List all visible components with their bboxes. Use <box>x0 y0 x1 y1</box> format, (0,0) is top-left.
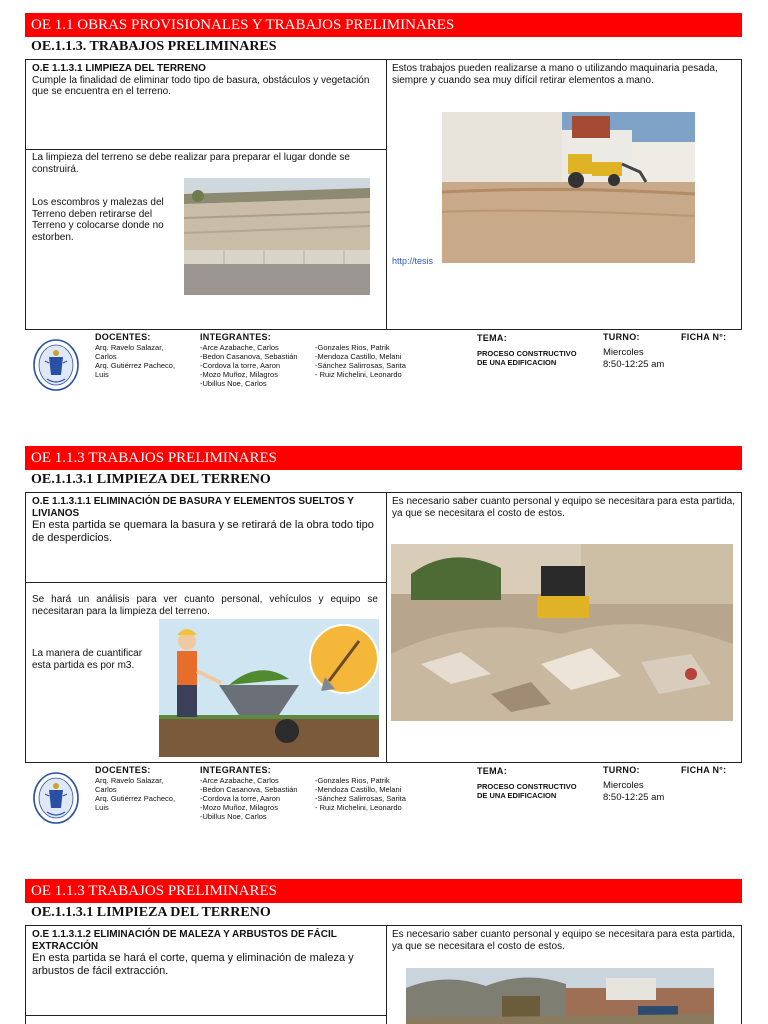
integrante-line: -Ubillus Noe, Carlos <box>200 379 267 388</box>
integrante-line: -Mendoza Castillo, Melani <box>315 352 402 361</box>
integrante-line: -Ubillus Noe, Carlos <box>200 812 267 821</box>
integrante-line: -Bedon Casanova, Sebastián <box>200 785 298 794</box>
footer-info <box>25 331 742 401</box>
tema-line: PROCESO CONSTRUCTIVO <box>477 349 577 358</box>
content-frame <box>25 925 742 1024</box>
integrante-line: -Mendoza Castillo, Melani <box>315 785 402 794</box>
tema-line: PROCESO CONSTRUCTIVO <box>477 782 577 791</box>
integrantes-label: INTEGRANTES: <box>200 332 272 342</box>
column-divider <box>386 493 387 762</box>
column-divider <box>386 926 387 1024</box>
docente-line: Carlos <box>95 352 117 361</box>
bottom-left-note: La manera de cuantificar esta partida es por m3. <box>32 648 143 671</box>
right-cell-text: Es necesario saber cuanto personal y equipo se necesitara para esta partida, ya que se necesitara el costo de estos. <box>392 929 735 952</box>
footer-info <box>25 764 742 834</box>
integrante-line: -Cordova la torre, Aaron <box>200 361 281 370</box>
integrante-line: -Bedon Casanova, Sebastián <box>200 352 298 361</box>
docentes-list <box>95 776 175 812</box>
integrantes-label: INTEGRANTES: <box>200 765 272 775</box>
item-description: Cumple la finalidad de eliminar todo tipo de basura, obstáculos y vegetación que se encuentra en el terreno. <box>32 74 370 97</box>
section-header-bar: OE 1.1.3 TRABAJOS PRELIMINARES <box>25 446 742 470</box>
docente-line: Carlos <box>95 785 117 794</box>
turno-time: 8:50-12:25 am <box>603 359 665 370</box>
docente-line: Arq. Ravelo Salazar, <box>95 343 164 352</box>
row-divider <box>26 149 387 150</box>
docentes-label: DOCENTES: <box>95 765 151 775</box>
integrantes-list-2 <box>315 776 406 812</box>
docentes-label: DOCENTES: <box>95 332 151 342</box>
bottom-left-intro: Se hará un análisis para ver cuanto personal, vehículos y equipo se necesitaran para la limpieza del terreno. <box>32 594 378 617</box>
section-subtitle: OE.1.1.3.1 LIMPIEZA DEL TERRENO <box>31 472 271 487</box>
tema-line: DE UNA EDIFICACION <box>477 791 557 800</box>
source-link[interactable]: http://tesis <box>392 256 434 266</box>
bottom-left-intro: La limpieza del terreno se debe realizar para preparar el lugar donde se construirá. <box>32 152 350 175</box>
top-left-cell <box>32 63 382 98</box>
tema-line: DE UNA EDIFICACION <box>477 358 557 367</box>
item-description: En esta partida se quemara la basura y se retirará de la obra todo tipo de desperdicios. <box>32 519 374 544</box>
integrante-line: -Mozo Muñoz, Milagros <box>200 803 278 812</box>
integrante-line: - Ruiz Michelini, Leonardo <box>315 803 402 812</box>
turno-time: 8:50-12:25 am <box>603 792 665 803</box>
tema-value <box>477 782 577 800</box>
tema-value <box>477 349 577 367</box>
section-subtitle: OE.1.1.3. TRABAJOS PRELIMINARES <box>31 39 277 54</box>
right-cell-text: Estos trabajos pueden realizarse a mano o utilizando maquinaria pesada, siempre y cuando sea muy difícil retirar elementos a mano. <box>392 63 718 86</box>
docentes-list <box>95 343 175 379</box>
turno-label: TURNO: <box>603 765 640 775</box>
university-seal-icon <box>33 339 79 391</box>
right-cell-text: Es necesario saber cuanto personal y equipo se necesitara para esta partida, ya que se necesitara el costo de estos. <box>392 496 735 519</box>
turno-label: TURNO: <box>603 332 640 342</box>
content-frame <box>25 59 742 330</box>
section-header-bar: OE 1.1 OBRAS PROVISIONALES Y TRABAJOS PRELIMINARES <box>25 13 742 37</box>
turno-day: Miercoles <box>603 780 644 791</box>
tema-label: TEMA: <box>477 766 507 776</box>
ficha-label: FICHA N°: <box>681 332 727 342</box>
content-frame <box>25 492 742 763</box>
sheet-3 <box>0 866 768 1024</box>
row-divider <box>26 1015 387 1016</box>
integrante-line: -Gonzales Rios, Patrik <box>315 776 390 785</box>
docente-line: Arq. Gutiérrez Pacheco, <box>95 794 176 803</box>
integrante-line: -Gonzales Rios, Patrik <box>315 343 390 352</box>
item-description: En esta partida se hará el corte, quema y eliminación de maleza y arbustos de fácil extracción. <box>32 952 354 977</box>
docente-line: Luis <box>95 370 109 379</box>
integrantes-list-2 <box>315 343 406 379</box>
integrantes-list-1 <box>200 343 298 388</box>
integrante-line: - Ruiz Michelini, Leonardo <box>315 370 402 379</box>
wheelbarrow-illustration <box>159 619 379 757</box>
integrante-line: -Mozo Muñoz, Milagros <box>200 370 278 379</box>
integrante-line: -Arce Azabache, Carlos <box>200 776 279 785</box>
row-divider <box>26 582 387 583</box>
section-header-bar: OE 1.1.3 TRABAJOS PRELIMINARES <box>25 879 742 903</box>
tema-label: TEMA: <box>477 333 507 343</box>
integrantes-list-1 <box>200 776 298 821</box>
university-seal-icon <box>33 772 79 824</box>
integrante-line: -Cordova la torre, Aaron <box>200 794 281 803</box>
column-divider <box>386 60 387 329</box>
debris-excavator-photo <box>391 544 733 721</box>
section-subtitle: OE.1.1.3.1 LIMPIEZA DEL TERRENO <box>31 905 271 920</box>
sheet-2 <box>0 433 768 853</box>
bottom-left-note: Los escombros y malezas del Terreno deben retirarse del Terreno y colocarse donde no estorben. <box>32 197 164 243</box>
cleared-terrain-photo <box>184 178 370 295</box>
brush-removal-photo <box>406 968 714 1024</box>
integrante-line: -Sánchez Salirrosas, Sarita <box>315 361 406 370</box>
item-heading: O.E 1.1.3.1.1 ELIMINACIÓN DE BASURA Y ELEMENTOS SUELTOS Y LIVIANOS <box>32 496 354 519</box>
top-left-cell <box>32 496 382 544</box>
top-left-cell <box>32 929 382 977</box>
integrante-line: -Sánchez Salirrosas, Sarita <box>315 794 406 803</box>
integrante-line: -Arce Azabache, Carlos <box>200 343 279 352</box>
backhoe-photo <box>442 112 695 263</box>
docente-line: Luis <box>95 803 109 812</box>
item-heading: O.E 1.1.3.1.2 ELIMINACIÓN DE MALEZA Y ARBUSTOS DE FÁCIL EXTRACCIÓN <box>32 929 337 952</box>
docente-line: Arq. Ravelo Salazar, <box>95 776 164 785</box>
sheet-1 <box>0 0 768 420</box>
turno-day: Miercoles <box>603 347 644 358</box>
docente-line: Arq. Gutiérrez Pacheco, <box>95 361 176 370</box>
item-heading: O.E 1.1.3.1 LIMPIEZA DEL TERRENO <box>32 63 206 74</box>
ficha-label: FICHA N°: <box>681 765 727 775</box>
